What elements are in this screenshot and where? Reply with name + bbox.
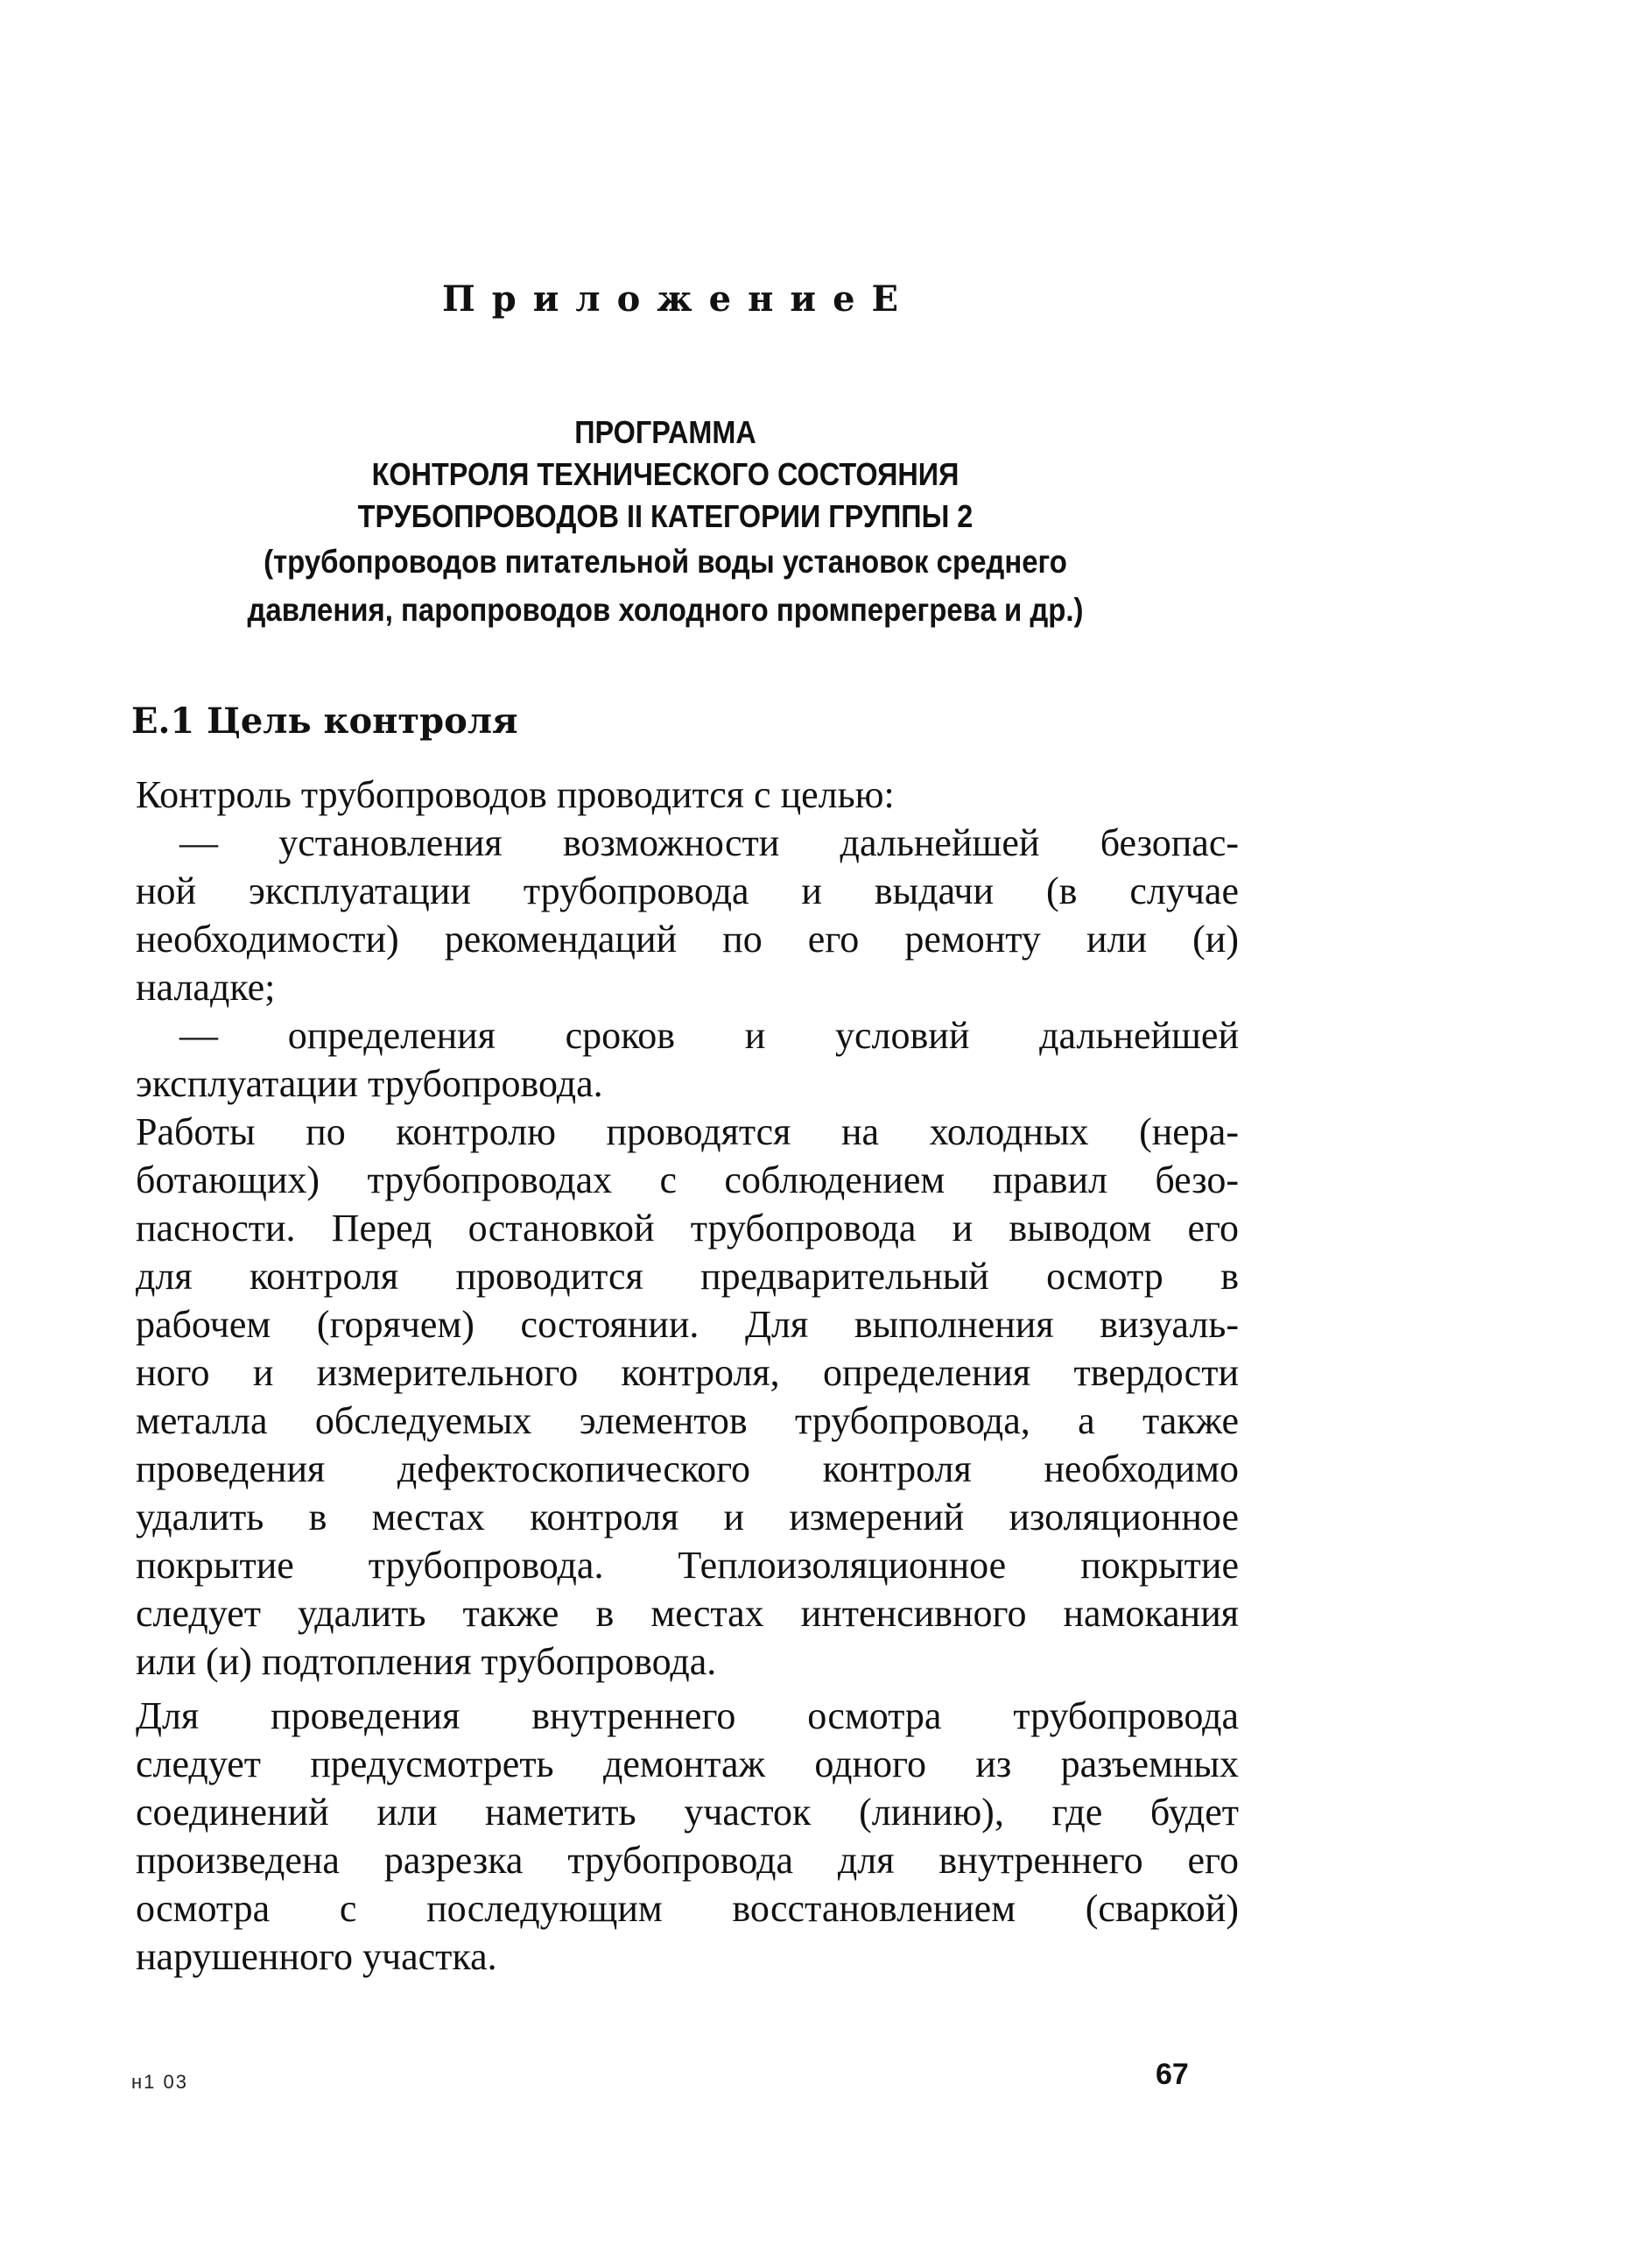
- text-line: следует предусмотреть демонтаж одного из разъемных: [136, 1742, 1239, 1785]
- text-line: металла обследуемых элементов трубопровода, а также: [136, 1399, 1239, 1442]
- paragraph-inspection: [136, 1692, 1239, 1981]
- text-line: ного и измерительного контроля, определения твердости: [136, 1351, 1239, 1394]
- section-heading: Е.1 Цель контроля: [131, 701, 518, 742]
- paragraph-item-1: [136, 819, 1239, 1011]
- text-line: для контроля проводится предварительный осмотр в: [136, 1255, 1239, 1298]
- footer-code: н1 03: [131, 2071, 188, 2093]
- subtitle-line: давления, паропроводов холодного промперегрева и др.): [247, 592, 1084, 628]
- text-line: ной эксплуатации трубопровода и выдачи (в случае: [136, 869, 1239, 912]
- text-line: Контроль трубопроводов проводится с целью:: [136, 773, 895, 816]
- paragraph-works: [136, 1108, 1239, 1686]
- text-line: или (и) подтопления трубопровода.: [136, 1640, 717, 1683]
- text-line: соединений или наметить участок (линию), где будет: [136, 1791, 1239, 1834]
- text-line: ботающих) трубопроводах с соблюдением правил безо-: [136, 1158, 1239, 1201]
- title-block: [140, 412, 1191, 634]
- text-line: произведена разрезка трубопровода для внутреннего его: [136, 1839, 1239, 1882]
- text-line: Для проведения внутреннего осмотра трубопровода: [136, 1694, 1239, 1737]
- text-line: удалить в местах контроля и измерений изоляционное: [136, 1496, 1239, 1538]
- paragraph-intro: [136, 771, 1239, 819]
- page-number: 67: [1156, 2058, 1189, 2091]
- text-line: наладке;: [136, 966, 276, 1009]
- text-line: следует удалить также в местах интенсивного намокания: [136, 1592, 1239, 1635]
- title-line: КОНТРОЛЯ ТЕХНИЧЕСКОГО СОСТОЯНИЯ: [371, 456, 960, 492]
- paragraph-item-2: [136, 1011, 1239, 1108]
- text-line: необходимости) рекомендаций по его ремонту или (и): [136, 918, 1239, 961]
- text-line: нарушенного участка.: [136, 1935, 497, 1978]
- text-line: рабочем (горячем) состоянии. Для выполнения визуаль-: [136, 1303, 1239, 1346]
- text-line: проведения дефектоскопического контроля необходимо: [136, 1447, 1239, 1490]
- subtitle-line: (трубопроводов питательной воды установок среднего: [264, 544, 1067, 580]
- text-line: пасности. Перед остановкой трубопровода и выводом его: [136, 1207, 1239, 1250]
- text-line: — определения сроков и условий дальнейшей: [179, 1014, 1239, 1057]
- title-line: ПРОГРАММА: [574, 414, 756, 450]
- text-line: Работы по контролю проводятся на холодных (нера-: [136, 1110, 1239, 1153]
- title-line: ТРУБОПРОВОДОВ II КАТЕГОРИИ ГРУППЫ 2: [357, 498, 974, 534]
- text-line: — установления возможности дальнейшей безопас-: [179, 821, 1239, 864]
- text-line: осмотра с последующим восстановлением (сваркой): [136, 1887, 1239, 1930]
- text-line: покрытие трубопровода. Теплоизоляционное покрытие: [136, 1544, 1239, 1587]
- text-line: эксплуатации трубопровода.: [136, 1062, 603, 1105]
- appendix-label: ПриложениеЕ: [442, 278, 916, 320]
